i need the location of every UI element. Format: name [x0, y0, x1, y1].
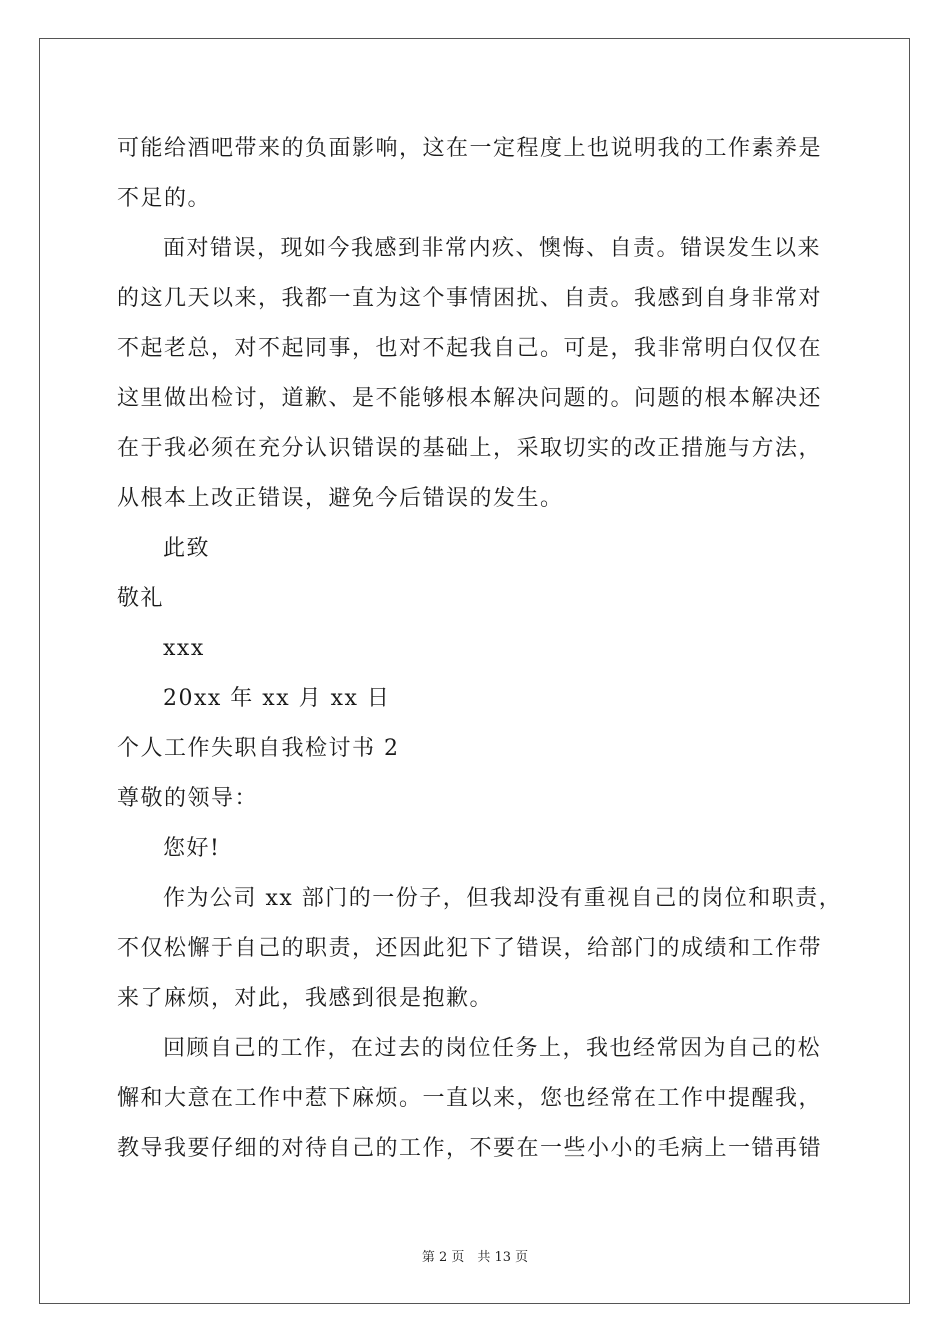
text-line: 20xx 年 xx 月 xx 日 [163, 686, 391, 711]
text-line: 个人工作失职自我检讨书 2 [117, 736, 400, 761]
text-line: 不足的。 [117, 186, 212, 211]
document-body [117, 124, 843, 1174]
text-line: 懈和大意在工作中惹下麻烦。一直以来，您也经常在工作中提醒我， [117, 1086, 823, 1111]
text-line: 不起老总，对不起同事，也对不起我自己。可是，我非常明白仅仅在 [117, 336, 823, 361]
text-line: 您好! [163, 836, 221, 861]
text-line: 从根本上改正错误，避免今后错误的发生。 [117, 486, 564, 511]
text-line: 敬礼 [117, 586, 165, 611]
text-line: 此致 [163, 536, 211, 561]
page-footer: 第 2 页 共 13 页 [421, 1250, 529, 1265]
text-line: 可能给酒吧带来的负面影响，这在一定程度上也说明我的工作素养是 [117, 136, 823, 161]
text-line: 不仅松懈于自己的职责，还因此犯下了错误，给部门的成绩和工作带 [117, 936, 823, 961]
text-line: 回顾自己的工作，在过去的岗位任务上，我也经常因为自己的松 [163, 1036, 822, 1061]
text-line: 尊敬的领导： [117, 786, 259, 811]
text-line: 这里做出检讨，道歉、是不能够根本解决问题的。问题的根本解决还 [117, 386, 823, 411]
text-line: 教导我要仔细的对待自己的工作，不要在一些小小的毛病上一错再错 [117, 1136, 823, 1161]
text-line: 在于我必须在充分认识错误的基础上，采取切实的改正措施与方法， [117, 436, 823, 461]
text-line: 面对错误，现如今我感到非常内疚、懊悔、自责。错误发生以来 [163, 236, 822, 261]
text-line: xxx [163, 636, 205, 661]
text-line: 作为公司 xx 部门的一份子，但我却没有重视自己的岗位和职责， [163, 886, 843, 911]
text-line: 来了麻烦，对此，我感到很是抱歉。 [117, 986, 494, 1011]
text-line: 的这几天以来，我都一直为这个事情困扰、自责。我感到自身非常对 [117, 286, 823, 311]
